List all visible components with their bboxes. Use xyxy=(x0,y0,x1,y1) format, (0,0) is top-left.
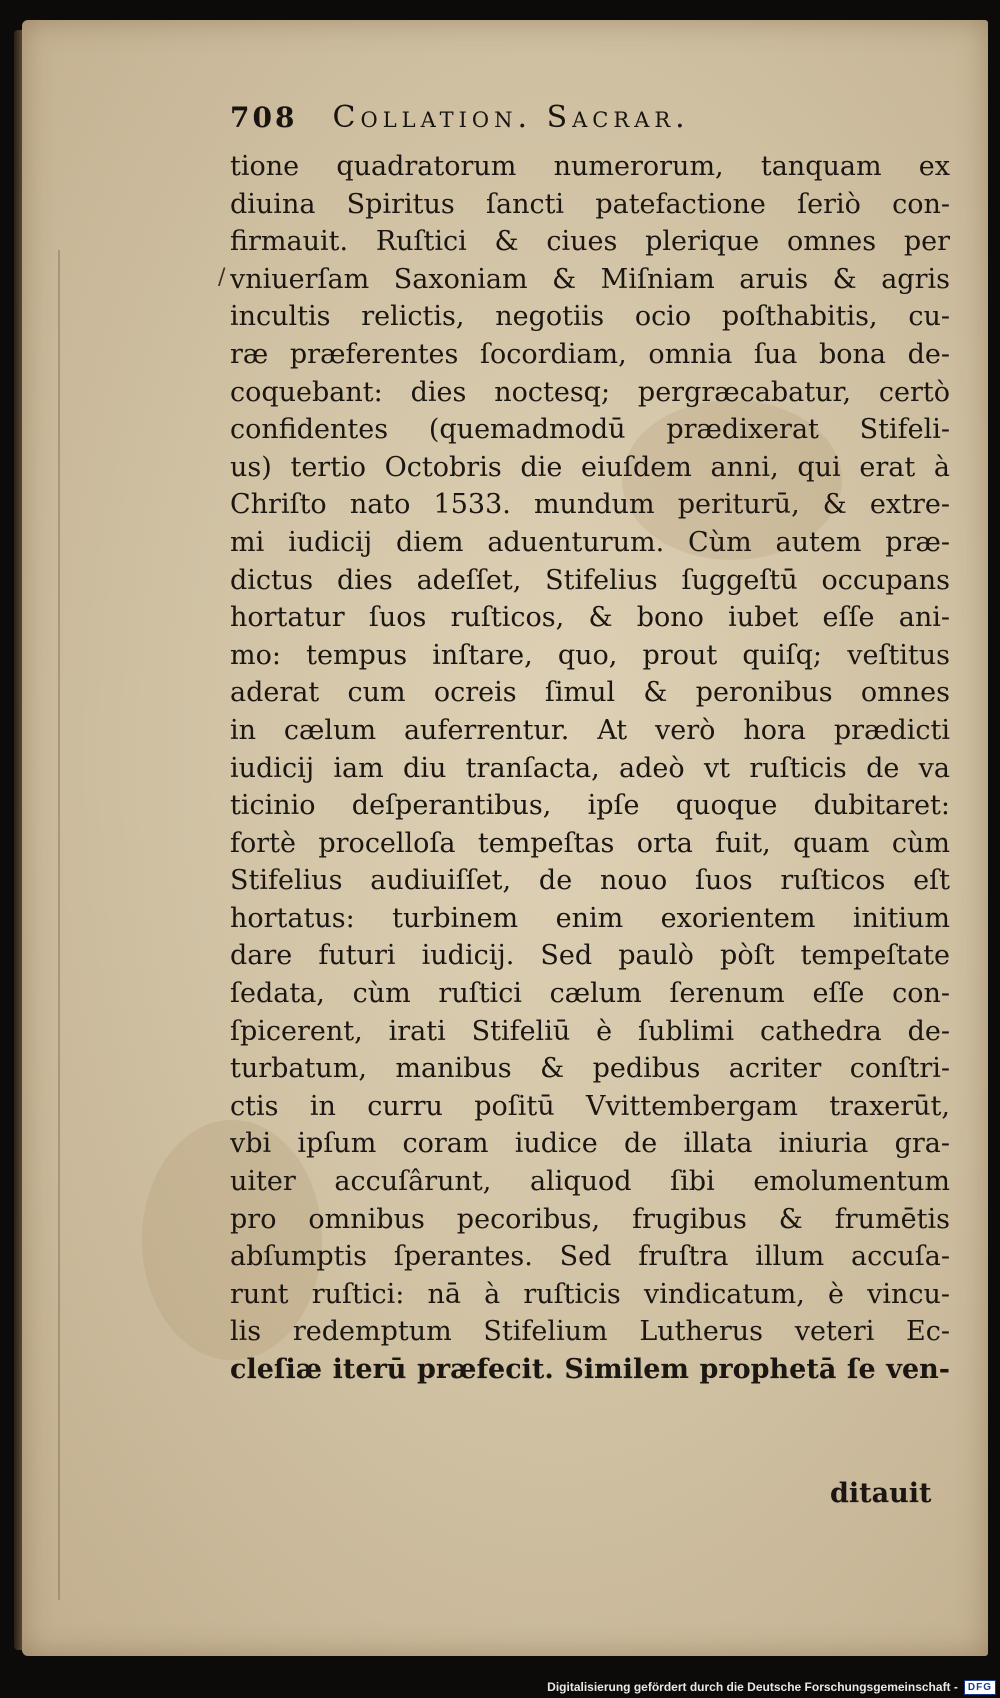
text-line: ſpicerent, irati Stifeliū è ſublimi cathedra de- xyxy=(230,1015,950,1047)
text-line: vbi ipſum coram iudice de illata iniuria gra- xyxy=(230,1128,950,1160)
text-line: confidentes (quemadmodū prædixerat Stifeli- xyxy=(230,414,950,446)
text-line: Chriſto nato 1533. mundum periturū, & extre- xyxy=(230,489,950,521)
text-line: runt ruſtici: nā à ruſticis vindicatum, è vincu- xyxy=(230,1278,950,1310)
text-line: pro omnibus pecoribus, frugibus & frumētis xyxy=(230,1203,950,1235)
margin-annotation-mark: / xyxy=(218,265,226,290)
text-line: uiter accuſârunt, aliquod ſibi emolumentum xyxy=(230,1166,950,1198)
text-line: tione quadratorum numerorum, tanquam ex xyxy=(230,151,950,182)
text-line: mo: tempus inſtare, quo, prout quiſq; veſtitus xyxy=(230,639,950,671)
text-line: iudicij iam diu tranſacta, adeò vt ruſticis de va xyxy=(230,752,950,784)
text-line: ſedata, cùm ruſtici cælum ſerenum eſſe con- xyxy=(230,978,950,1010)
text-line: diuina Spiritus ſancti patefactione ſeriò con- xyxy=(230,188,950,220)
text-line: turbatum, manibus & pedibus acriter conſtri- xyxy=(230,1053,950,1085)
page-header xyxy=(230,100,930,146)
text-line: vniuerſam Saxoniam & Miſniam aruis & agris xyxy=(230,263,950,295)
text-line: aderat cum ocreis ſimul & peronibus omnes xyxy=(230,677,950,709)
text-line: cleſiæ iterū præfecit. Similem prophetā ſe ven- xyxy=(230,1354,950,1385)
text-line: dictus dies adeſſet, Stifelius ſuggeſtū occupans xyxy=(230,564,950,596)
text-line: Stifelius audiuiſſet, de nouo ſuos ruſticos eſt xyxy=(230,865,950,897)
text-line: ticinio deſperantibus, ipſe quoque dubitaret: xyxy=(230,790,950,822)
text-line: abſumptis ſperantes. Sed fruſtra illum accuſa- xyxy=(230,1241,950,1273)
text-line: ctis in curru poſitū Vvittembergam traxerūt, xyxy=(230,1090,950,1122)
text-line: ræ præferentes ſocordiam, omnia ſua bona de- xyxy=(230,338,950,370)
page-number: 708 xyxy=(230,101,298,134)
catchword: ditauit xyxy=(830,1478,932,1509)
text-line: mi iudicij diem aduenturum. Cùm autem præ- xyxy=(230,526,950,558)
text-line: hortatus: turbinem enim exorientem initium xyxy=(230,902,950,934)
text-line: hortatur ſuos ruſticos, & bono iubet eſſe ani- xyxy=(230,602,950,634)
text-line: lis redemptum Stifelium Lutherus veteri Ec- xyxy=(230,1316,950,1348)
text-line: dare futuri iudicij. Sed paulò pòſt tempeſtate xyxy=(230,940,950,972)
running-title: Collation. Sacrar. xyxy=(332,100,690,135)
text-line: fortè procelloſa tempeſtas orta fuit, quam cùm xyxy=(230,827,950,859)
text-line: in cælum auferrentur. At verò hora prædicti xyxy=(230,714,950,746)
margin-fold-line xyxy=(58,250,60,1600)
credit-text: Digitalisierung gefördert durch die Deutsche Forschungsgemeinschaft - xyxy=(547,1680,958,1694)
text-line: us) tertio Octobris die eiuſdem anni, qui erat à xyxy=(230,451,950,483)
text-line: coquebant: dies noctesq; pergræcabatur, certò xyxy=(230,376,950,408)
text-line: firmauit. Ruſtici & ciues plerique omnes per xyxy=(230,226,950,258)
text-line: incultis relictis, negotiis ocio poſthabitis, cu- xyxy=(230,301,950,333)
digitization-credit xyxy=(547,1676,1000,1698)
body-text xyxy=(230,148,950,1389)
dfg-logo-icon: DFG xyxy=(964,1680,996,1695)
